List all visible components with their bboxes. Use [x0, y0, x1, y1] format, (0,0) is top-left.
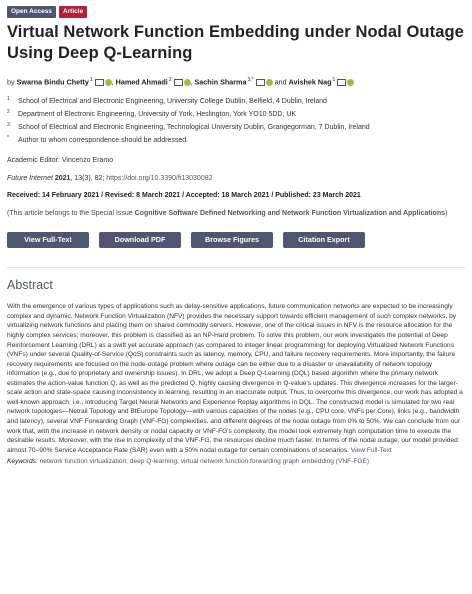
special-issue-suffix: )	[444, 210, 448, 218]
special-issue-note	[7, 209, 465, 219]
journal-year: 2021	[54, 175, 71, 183]
abstract-body	[7, 302, 465, 455]
publication-dates: Received: 14 February 2021 / Revised: 8 March 2021 / Accepted: 18 March 2021 / Published: 23 March 2021	[7, 192, 361, 200]
section-divider	[7, 267, 465, 268]
doi-link[interactable]: https://doi.org/10.3390/fi13030082	[106, 175, 213, 183]
email-icon[interactable]	[174, 79, 183, 86]
keywords-list[interactable]: network function virtualization; deep Q-learning; virtual network function forwarding graph embedding (VNF-FGE)	[39, 458, 370, 466]
and-label: and	[274, 77, 287, 87]
affiliation-item	[7, 108, 465, 121]
keywords	[7, 457, 465, 467]
affiliation-item	[7, 134, 465, 147]
affiliation-text: School of Electrical and Electronic Engineering, University College Dublin, Belfield, 4 Dublin, Ireland	[18, 98, 327, 106]
affiliation-number: 2	[7, 109, 10, 116]
affiliation-number: 3	[7, 122, 10, 129]
special-issue-prefix: (This article belongs to the Special Issue	[7, 210, 135, 218]
author-affiliation-sup: 2	[168, 77, 172, 83]
affiliation-text: Author to whom correspondence should be addressed.	[18, 137, 189, 145]
orcid-icon[interactable]	[105, 79, 112, 86]
by-label: by	[7, 77, 15, 87]
affiliation-number: 1	[7, 96, 10, 103]
abstract-full-text-link[interactable]: View Full-Text	[350, 446, 392, 454]
article-type-badge: Article	[59, 6, 87, 18]
browse-figures-button[interactable]: Browse Figures	[191, 232, 273, 248]
author-list: by Swarna Bindu Chetty$^1$ , Hamed Ahmadi$^2$ , Sachin Sharma$^{3,*}$ and Avishek Nag$^1$	[7, 75, 465, 87]
affiliation-item	[7, 95, 465, 108]
download-pdf-button[interactable]: Download PDF	[99, 232, 181, 248]
email-icon[interactable]	[337, 79, 346, 86]
orcid-icon[interactable]	[184, 79, 191, 86]
email-icon[interactable]	[256, 79, 265, 86]
affiliations	[7, 95, 465, 147]
abstract-heading: Abstract	[7, 278, 53, 293]
action-buttons	[7, 232, 465, 248]
affiliation-item	[7, 121, 465, 134]
academic-editor: Academic Editor: Vincenzo Eramo	[7, 157, 114, 165]
affiliation-text: Department of Electronic Engineering, University of York, Heslington, York YO10 5DD, UK	[18, 111, 297, 119]
open-access-badge[interactable]: Open Access	[7, 6, 56, 18]
orcid-icon[interactable]	[266, 79, 273, 86]
author-name[interactable]: Swarna Bindu Chetty	[16, 77, 89, 87]
author-affiliation-sup: 3,*	[247, 77, 254, 83]
journal-volume: , 13(3), 82;	[70, 175, 107, 183]
affiliation-number: *	[7, 135, 9, 142]
orcid-icon[interactable]	[347, 79, 354, 86]
author-name[interactable]: Avishek Nag	[288, 77, 332, 87]
abstract-text: With the emergence of various types of applications such as delay-sensitive applications, future communication networks are expected to be increasingly complex and dynamic. Network Function Virtualization (NFV) provides the necessary support towards efficient management of such complex networks, by virtualizing network functions and placing them on shared commodity servers. However, one of the critical issues in NFV is the resource allocation for the highly complex services; moreover, this problem is classified as an NP-Hard problem. To solve this problem, our work investigates the potential of Deep Reinforcement Learning (DRL) as a swift yet accurate approach (as compared to integer linear programming) for deploying Virtualized Network Functions (VNFs) under several Quality-of-Service (QoS) constraints such as latency, memory, CPU, and failure recovery requirements. More importantly, the failure recovery requirements are focused on the node-outage problem where outage can be either due to a disaster or unavailability of network topology information (e.g., due to proprietary and ownership issues). In DRL, we adopt a Deep Q-Learning (DQL) based algorithm where the primary network estimates the action-value function Q, as well as the predicted Q, highly causing divergence in Q-value's updates. This divergence increases for the larger-scale action and state-space causing inconsistency in learning, resulting in an inaccurate output. Thus, to overcome this divergence, our work has adopted a well-known approach, i.e., introducing Target Neural Networks and Experience Replay algorithms in DQL. The constructed model is simulated for two real network topologies—Netrail Topology and BtEurope Topology—with various capacities of the nodes (e.g., CPU core, VNFs per Core), links (e.g., bandwidth and latency), several VNF Forwarding Graph (VNF-FG) complexities, and different degrees of the nodal outage from 0% to 50%. We can conclude from our work that, with the increase in network density or nodal capacity or VNF-FG's complexity, the model took extremely high computation time to execute the desirable results. Moreover, with the rise in complexity of the VNF-FG, the resources decline much faster. In terms of the nodal outage, our model provided almost 70–90% Service Acceptance Rate (SAR) even with a 50% nodal outage for certain combinations of scenarios.	[7, 303, 463, 454]
email-icon[interactable]	[95, 79, 104, 86]
view-full-text-button[interactable]: View Full-Text	[7, 232, 89, 248]
citation-export-button[interactable]: Citation Export	[283, 232, 365, 248]
keywords-label: Keywords:	[7, 458, 38, 466]
journal-citation	[7, 175, 465, 182]
author-name[interactable]: Hamed Ahmadi	[115, 77, 168, 87]
article-page	[7, 6, 465, 467]
affiliation-text: School of Electrical and Electronic Engineering, Technological University Dublin, Grangegorman, 7 Dublin, Ireland	[18, 124, 370, 132]
article-title: Virtual Network Function Embedding under Nodal Outage Using Deep Q-Learning	[7, 23, 464, 62]
badges	[7, 6, 465, 18]
journal-name[interactable]: Future Internet	[7, 175, 53, 183]
author-affiliation-sup: 1	[332, 77, 336, 83]
author-affiliation-sup: 1	[89, 77, 93, 83]
author-name[interactable]: Sachin Sharma	[194, 77, 247, 87]
special-issue-link[interactable]: Cognitive Software Defined Networking and Network Function Virtualization and Applications	[134, 210, 445, 218]
